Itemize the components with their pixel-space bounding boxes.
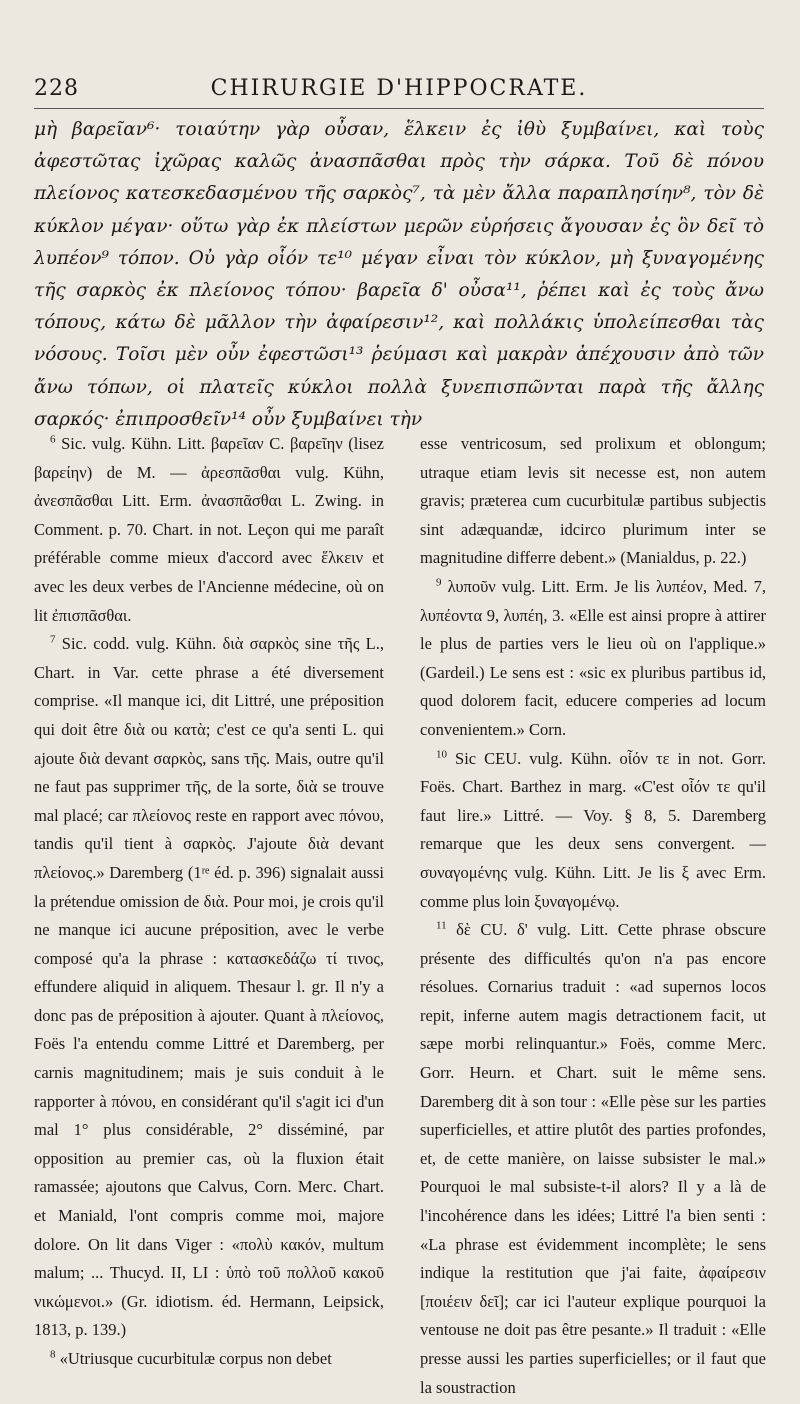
footnote (34, 430, 384, 630)
footnote-text: esse ventricosum, sed prolixum et oblongum; utraque etiam levis sit necesse est, non autem gravis; præterea cum cucurbitulæ partibus subjectis sint adæquandæ, idcirco plurimum inter se magnitudine differre debent.» (Manialdus, p. 22.) (420, 434, 766, 568)
footnote-text: δὲ CU. δ' vulg. Litt. Cette phrase obscure présente des difficultés qu'on n'a pas encore résolues. Cornarius traduit : «ad supernos locos repit, inferne autem magis detractionem facit, ut sæpe morbi relinquantur.» Foës, comme Merc. Gorr. Heurn. et Chart. suit le même sens. Daremberg dit à son tour : «Elle pèse sur les parties superficielles, et attire plutôt des parties profondes, et, de cette manière, on laisse subsister le mal.» Pourquoi le mal subsiste-t-il alors? Il y a là de l'incohérence dans les idées; Littré l'a bien senti : «La phrase est évidemment incomplète; le sens indique la restitution que j'ai faite, ἀφαίρεσιν [ποιέειν δεῖ]; car ici l'auteur explique pourquoi la ventouse ne doit pas être pesante.» Il traduit : «Elle presse aussi les parties superficielles; or il faut que la soustraction (420, 920, 767, 1397)
footnote-text: Sic CEU. vulg. Kühn. οἷόν τε in not. Gorr. Foës. Chart. Barthez in marg. «C'est οἷόν τε qu'il faut lire.» Littré. — Voy. § 8, 5. Daremberg remarque que les deux sens convergent. — συναγομένης vulg. Kühn. Litt. Je lis ξ avec Erm. comme plus loin ξυναγομένῳ. (420, 748, 767, 911)
page-number: 228 (34, 76, 79, 101)
footnote-text: «Utriusque cucurbitulæ corpus non debet (59, 1349, 332, 1368)
footnote-number: 8 (50, 1348, 56, 1361)
footnote-text: λυποῦν vulg. Litt. Erm. Je lis λυπέον, Med. 7, λυπέοντα 9, λυπέη, 3. «Elle est ainsi propre à attirer le plus de parties vers le lieu où on l'applique.» (Gardeil.) Le sens est : «sic ex pluribus partibus id, quod dolorem facit, educere comperies ad locum convenientem.» Corn. (420, 576, 767, 739)
running-title: CHIRURGIE D'HIPPOCRATE. (210, 76, 588, 101)
footnote (34, 630, 384, 1345)
footnote-text: Sic. codd. vulg. Kühn. διὰ σαρκὸς sine τῆς L., Chart. in Var. cette phrase a été diversement comprise. «Il manque ici, dit Littré, une préposition qui doit être διὰ ou κατὰ; c'est ce qu'a senti L. qui ajoute διὰ devant σαρκὸς, sans τῆς. Mais, outre qu'il ne faut pas supprimer τῆς, de la sorte, διὰ se trouve mal placé; car πλείονος reste en rapport avec πόνου, tandis qu'il tient à σαρκὸς. J'ajoute διὰ devant πλείονος.» Daremberg (1ʳᵉ éd. p. 396) signalait aussi la prétendue omission de διὰ. Pour moi, je crois qu'il ne manque ici aucune préposition, avec le verbe composé qu'a la phrase : κατασκεδάζω τί τινος, effundere aliquid in aliquem. Thesaur l. gr. Il n'y a donc pas de préposition à ajouter. Quant à πλείονος, Foës l'a entendu comme Littré et Daremberg, per carnis magnitudinem; mais je suis conduit à le rapporter à πόνου, en considérant qu'il s'agit ici d'un mal 1° plus considérable, 2° disséminé, par opposition au premier cas, où la fluxion était ramassée; ajoutons que Calvus, Corn. Merc. Chart. et Maniald, l'ont compris comme moi, majore dolore. On lit dans Viger : «πολὺ κακόν, multum malum; ... Thucyd. II, LI : ὑπὸ τοῦ πολλοῦ κακοῦ νικώμενοι.» (Gr. idiotism. éd. Hermann, Leipsick, 1813, p. 139.) (34, 634, 385, 1340)
greek-paragraph: μὴ βαρεῖαν⁶· τοιαύτην γὰρ οὖσαν, ἕλκειν ἐς ἰθὺ ξυμβαίνει, καὶ τοὺς ἀφεστῶτας ἰχῶρας καλῶς ἀνασπᾶσθαι πρὸς τὴν σάρκα. Τοῦ δὲ πόνου πλείονος κατεσκεδασμένου τῆς σαρκὸς⁷, τὰ μὲν ἄλλα παραπλησίην⁸, τὸν δὲ κύκλον μέγαν· οὕτω γὰρ ἐκ πλείστων μερῶν εὑρήσεις ἄγουσαν ἐς ὃν δεῖ τὸ λυπέον⁹ τόπον. Οὐ γὰρ οἷόν τε¹⁰ μέγαν εἶναι τὸν κύκλον, μὴ ξυναγομένης τῆς σαρκὸς ἐκ πλείονος τόπου· βαρεῖα δ' οὖσα¹¹, ῥέπει καὶ ἐς τοὺς ἄνω τόπους, κάτω δὲ μᾶλλον τὴν ἀφαίρεσιν¹², καὶ πολλάκις ὑπολείπεσθαι τὰς νόσους. Τοῖσι μὲν οὖν ἐφεστῶσι¹³ ῥεύμασι καὶ μακρὰν ἀπέχουσιν ἀπὸ τῶν ἄνω τόπων, οἱ πλατεῖς κύκλοι πολλὰ ξυνεπισπῶνται παρὰ τῆς ἄλλης σαρκός· ἐπιπροσθεῖν¹⁴ οὖν ξυμβαίνει τὴν (34, 119, 764, 430)
footnote-number: 11 (436, 919, 447, 932)
footnotes-left-column (34, 430, 384, 1374)
footnote (420, 916, 766, 1402)
footnote-text: Sic. vulg. Kühn. Litt. βαρεῖαν C. βαρεῖην (lisez βαρείην) de M. — ἀρεσπᾶσθαι vulg. Kühn, ἀνεσπᾶσθαι Litt. Erm. ἀνασπᾶσθαι L. Zwing. in Comment. p. 70. Chart. in not. Leçon qui me paraît préférable comme mieux d'accord avec ἕλκειν et avec les deux verbes de l'Ancienne médecine, où on lit ἐπισπᾶσθαι. (34, 434, 384, 625)
footnote-number: 9 (436, 576, 442, 589)
main-greek-text (34, 114, 764, 436)
page-header (34, 76, 764, 109)
footnote-continuation (420, 430, 766, 573)
footnote (420, 573, 766, 745)
footnote (420, 745, 766, 917)
footnotes-right-column (420, 430, 766, 1402)
footnote (34, 1345, 384, 1374)
footnote-number: 6 (50, 433, 56, 446)
footnote-number: 7 (50, 633, 56, 646)
footnote-number: 10 (436, 748, 447, 761)
